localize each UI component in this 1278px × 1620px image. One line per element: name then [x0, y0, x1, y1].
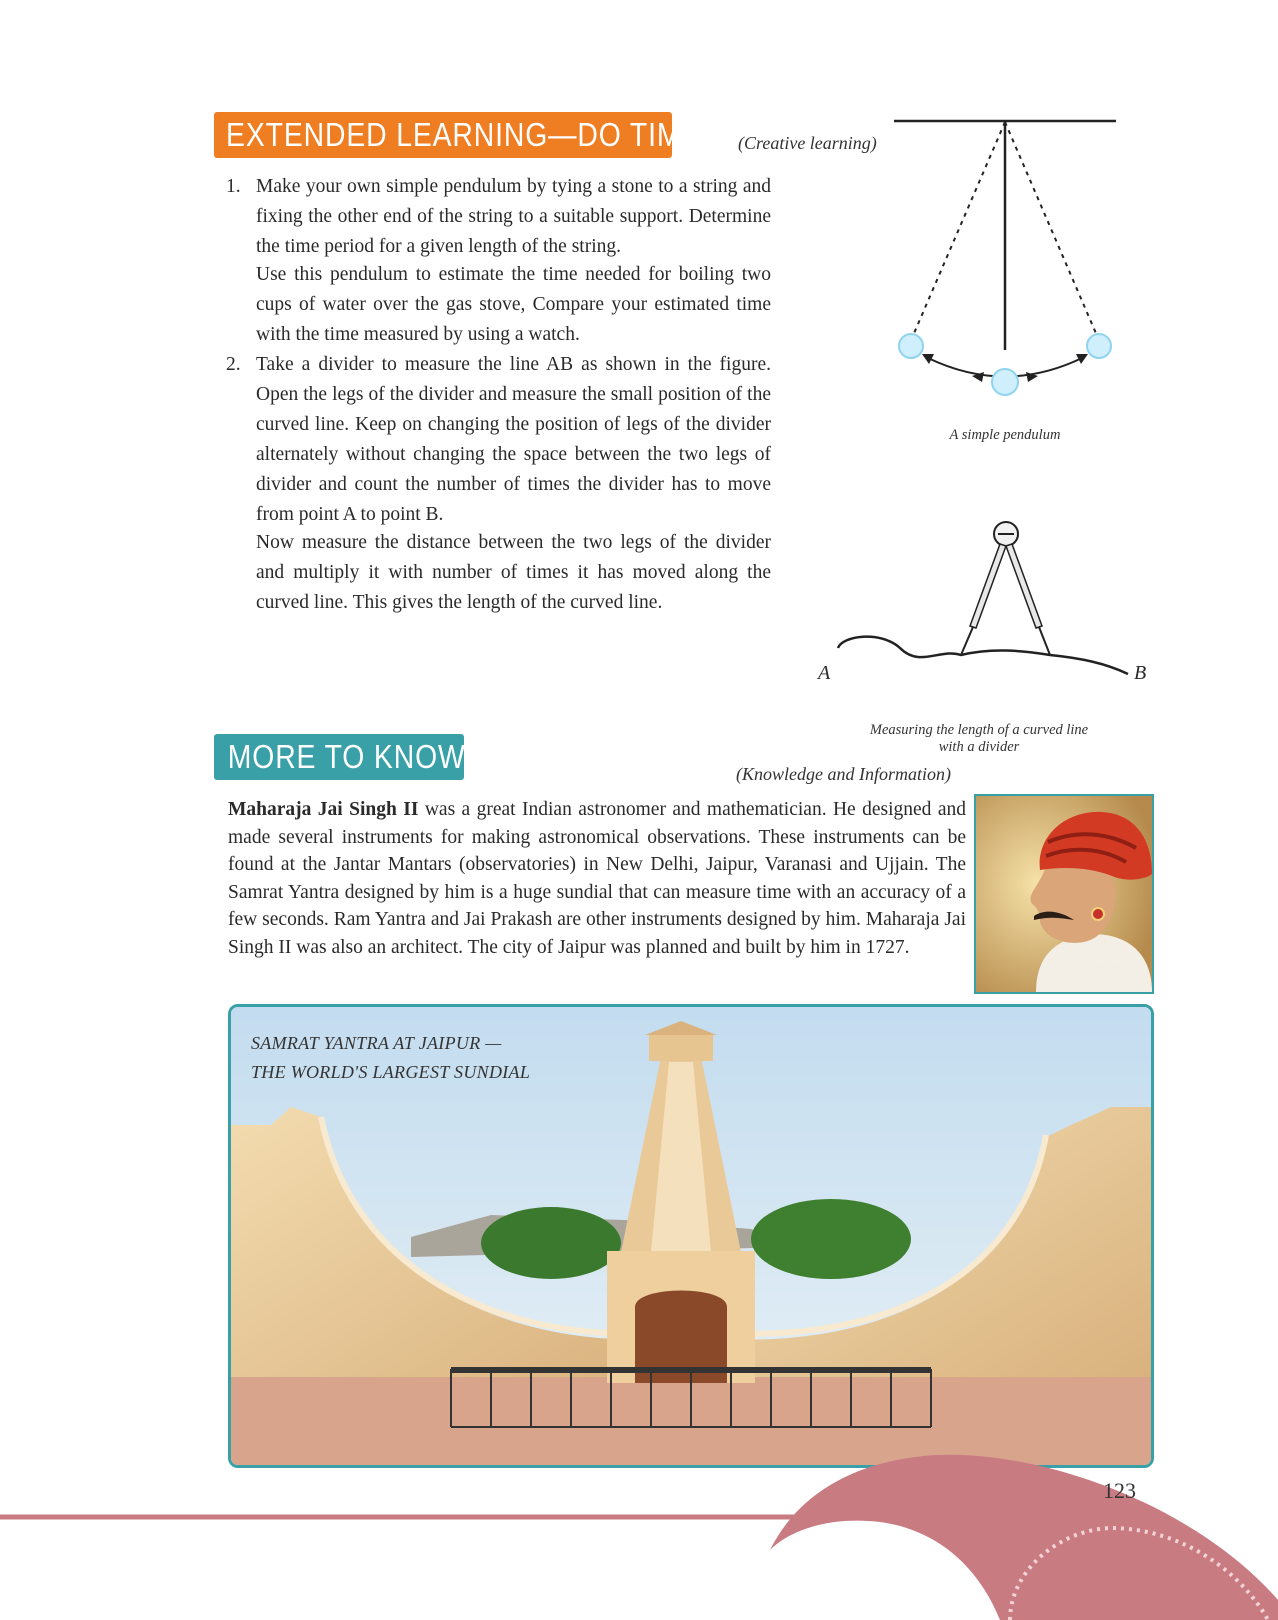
pendulum-bob-center: [992, 369, 1018, 395]
jai-singh-name: Maharaja Jai Singh II: [228, 799, 419, 820]
divider-diagram: [820, 518, 1150, 698]
curved-line-ab: [838, 637, 1128, 674]
footer-decoration: [0, 1450, 1278, 1620]
jai-singh-text: was a great Indian astronomer and mathematician. He designed and made several instruments for making astronomical observations. These instruments can be found at the Jantar Mantars (observatories) in New Delhi, Jaipur, Varanasi and Ujjain. The Samrat Yantra designed by him is a huge sundial that can measure time with an accuracy of a few seconds. Ram Yantra and Jai Prakash are other instruments designed by him. Maharaja Jai Singh II was also an architect. The city of Jaipur was planned and built by him in 1727.: [228, 799, 966, 958]
portrait-illustration: [976, 796, 1152, 992]
activity-list: [226, 172, 771, 618]
photo-caption-line-1: SAMRAT YANTRA AT JAIPUR —: [251, 1033, 502, 1053]
creative-learning-tag: (Creative learning): [738, 133, 877, 153]
samrat-yantra-photo: [228, 1004, 1154, 1468]
pendulum-caption: A simple pendulum: [949, 427, 1061, 443]
photo-caption: [251, 1029, 530, 1087]
activity-2-paragraph-1: Take a divider to measure the line AB as shown in the figure. Open the legs of the divider and measure the small position of the curved line. Keep on changing the position of legs of the divider alternately without changing the space between the two legs of divider and count the number of times the divider has to move from point A to point B.: [256, 354, 771, 525]
pendulum-right-string: [1005, 122, 1098, 338]
tree-right: [751, 1199, 911, 1279]
photo-caption-line-2: THE WORLD'S LARGEST SUNDIAL: [251, 1062, 531, 1082]
activity-1-paragraph-1: Make your own simple pendulum by tying a stone to a string and fixing the other end of the string to a suitable support. Determine the time period for a given length of the string.: [256, 176, 771, 257]
extended-learning-banner: [214, 112, 702, 158]
divider-caption: Measuring the length of a curved line with a divider: [869, 722, 1089, 755]
activity-number-1: 1.: [226, 176, 241, 197]
footer-wave: [770, 1455, 1278, 1620]
activity-item-2: [226, 350, 771, 618]
activity-2-paragraph-2: Now measure the distance between the two legs of the divider and multiply it with number of times it has moved along the curved line. This gives the length of the curved line.: [256, 532, 771, 613]
pendulum-diagram: [880, 110, 1130, 410]
extended-learning-title: EXTENDED LEARNING—DO TIME: [226, 116, 702, 153]
divider-left-leg: [970, 544, 1006, 628]
pendulum-bob-right: [1087, 334, 1111, 358]
point-a-label: A: [818, 662, 831, 684]
knowledge-information-tag: (Knowledge and Information): [736, 764, 951, 784]
gnomon-top-pavilion: [649, 1035, 713, 1061]
divider-right-leg: [1006, 544, 1042, 628]
portrait-earring: [1092, 908, 1104, 920]
more-to-know-title: MORE TO KNOW: [227, 738, 466, 775]
activity-number-2: 2.: [226, 354, 241, 375]
pendulum-bob-left: [899, 334, 923, 358]
activity-item-1: [226, 172, 771, 350]
tree-left: [481, 1207, 621, 1279]
divider-left-tip: [961, 627, 973, 655]
more-to-know-banner: [214, 734, 464, 780]
activity-1-paragraph-2: Use this pendulum to estimate the time needed for boiling two cups of water over the gas stove, Compare your estimated time with the time measured by using a watch.: [256, 264, 771, 345]
pendulum-left-string: [912, 122, 1005, 338]
page-number: 123: [1103, 1478, 1136, 1503]
jai-singh-portrait: [974, 794, 1154, 994]
divider-right-tip: [1039, 627, 1050, 655]
point-b-label: B: [1134, 662, 1147, 684]
jai-singh-paragraph: [228, 796, 966, 961]
